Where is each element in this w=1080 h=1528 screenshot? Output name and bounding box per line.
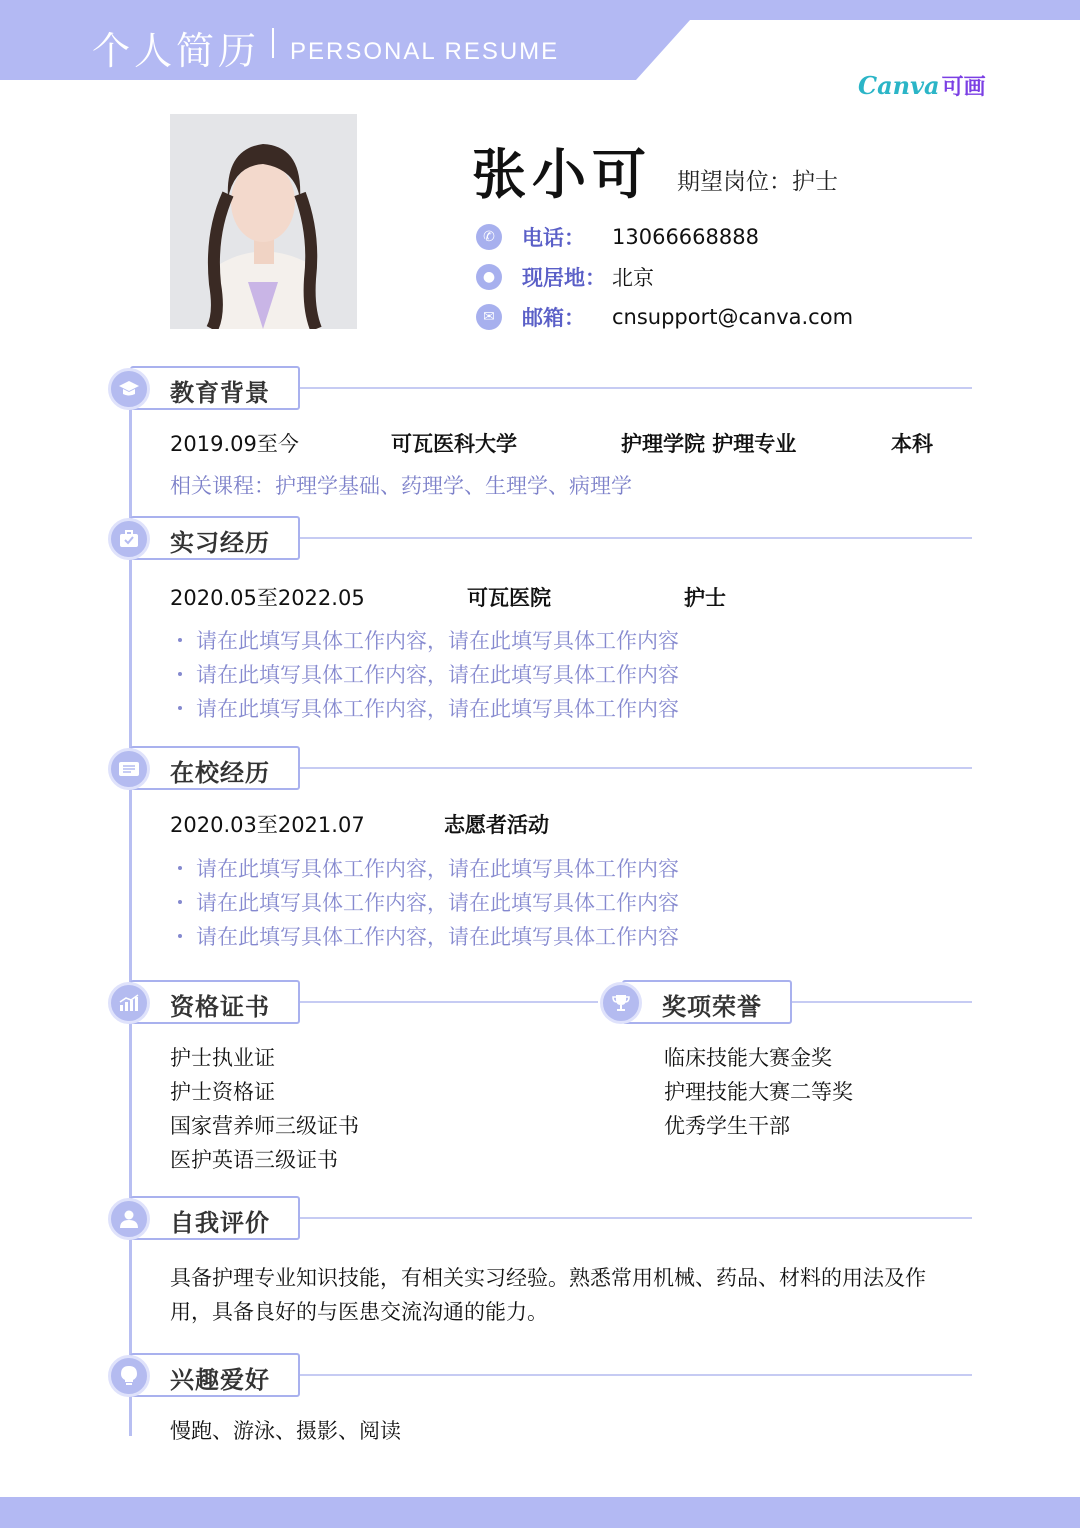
section-title: 奖项荣誉 [662, 993, 762, 1021]
section-awards [600, 980, 972, 1026]
profile-photo [170, 114, 357, 329]
briefcase-icon [108, 518, 150, 560]
contact-label: 电话： [522, 226, 585, 250]
edu-period: 2019.09至今 [170, 432, 299, 456]
section-title: 实习经历 [170, 529, 270, 557]
section-title: 兴趣爱好 [170, 1366, 270, 1394]
banner-title: 个人简历 [92, 29, 261, 73]
intern-role: 护士 [684, 586, 726, 610]
checklist-icon [108, 748, 150, 790]
user-icon [108, 1198, 150, 1240]
banner-subtitle: PERSONAL RESUME [290, 38, 560, 65]
list-item: 请在此填写具体工作内容，请在此填写具体工作内容 [178, 853, 679, 883]
location-icon: ● [476, 264, 502, 290]
edu-major: 护理学院 护理专业 [621, 432, 797, 456]
contact-value: 北京 [612, 266, 654, 290]
graduation-cap-icon [108, 368, 150, 410]
section-campus [108, 746, 972, 792]
contact-email [476, 302, 854, 332]
list-item: 请在此填写具体工作内容，请在此填写具体工作内容 [178, 659, 679, 689]
brand-cn: 可画 [941, 75, 986, 100]
brand-latin: Canva [858, 71, 940, 100]
contact-phone [476, 222, 759, 252]
section-hobbies [108, 1353, 972, 1399]
section-title: 资格证书 [170, 993, 270, 1021]
contact-location [476, 262, 654, 292]
edu-degree: 本科 [891, 432, 933, 456]
job-target: 期望岗位：护士 [677, 169, 838, 195]
edu-courses: 相关课程：护理学基础、药理学、生理学、病理学 [170, 474, 632, 498]
list-item: 请在此填写具体工作内容，请在此填写具体工作内容 [178, 693, 679, 723]
intern-org: 可瓦医院 [467, 586, 551, 610]
edu-school: 可瓦医科大学 [391, 432, 517, 456]
canva-logo [858, 70, 986, 101]
candidate-name: 张小可 [472, 143, 652, 206]
intern-period: 2020.05至2022.05 [170, 586, 365, 610]
cert-item: 国家营养师三级证书 [170, 1114, 359, 1138]
section-internship [108, 516, 972, 562]
lightbulb-icon [108, 1355, 150, 1397]
bottom-bar [0, 1497, 1080, 1528]
chart-icon [108, 982, 150, 1024]
contact-value: cnsupport@canva.com [612, 305, 854, 329]
campus-period: 2020.03至2021.07 [170, 813, 365, 837]
section-title: 教育背景 [170, 379, 270, 407]
list-item: 请在此填写具体工作内容，请在此填写具体工作内容 [178, 625, 679, 655]
campus-activity: 志愿者活动 [444, 813, 549, 837]
section-self-eval [108, 1196, 972, 1242]
banner-divider [272, 28, 274, 58]
list-item: 请在此填写具体工作内容，请在此填写具体工作内容 [178, 887, 679, 917]
section-certificates [108, 980, 598, 1026]
section-title: 在校经历 [170, 759, 270, 787]
phone-icon: ✆ [476, 224, 502, 250]
email-icon: ✉ [476, 304, 502, 330]
cert-item: 护士执业证 [170, 1046, 275, 1070]
self-eval-line: 具备护理专业知识技能，有相关实习经验。熟悉常用机械、药品、材料的用法及作 [170, 1266, 926, 1290]
section-education [108, 366, 972, 412]
award-item: 护理技能大赛二等奖 [664, 1080, 853, 1104]
contact-label: 邮箱： [522, 306, 585, 330]
cert-item: 医护英语三级证书 [170, 1148, 338, 1172]
award-item: 临床技能大赛金奖 [664, 1046, 832, 1070]
self-eval-line: 用，具备良好的与医患交流沟通的能力。 [170, 1300, 548, 1324]
hobbies-text: 慢跑、游泳、摄影、阅读 [170, 1419, 401, 1443]
award-item: 优秀学生干部 [664, 1114, 790, 1138]
section-title: 自我评价 [170, 1209, 270, 1237]
contact-value: 13066668888 [612, 225, 759, 249]
cert-item: 护士资格证 [170, 1080, 275, 1104]
trophy-icon [600, 982, 642, 1024]
list-item: 请在此填写具体工作内容，请在此填写具体工作内容 [178, 921, 679, 951]
contact-label: 现居地： [522, 266, 606, 290]
